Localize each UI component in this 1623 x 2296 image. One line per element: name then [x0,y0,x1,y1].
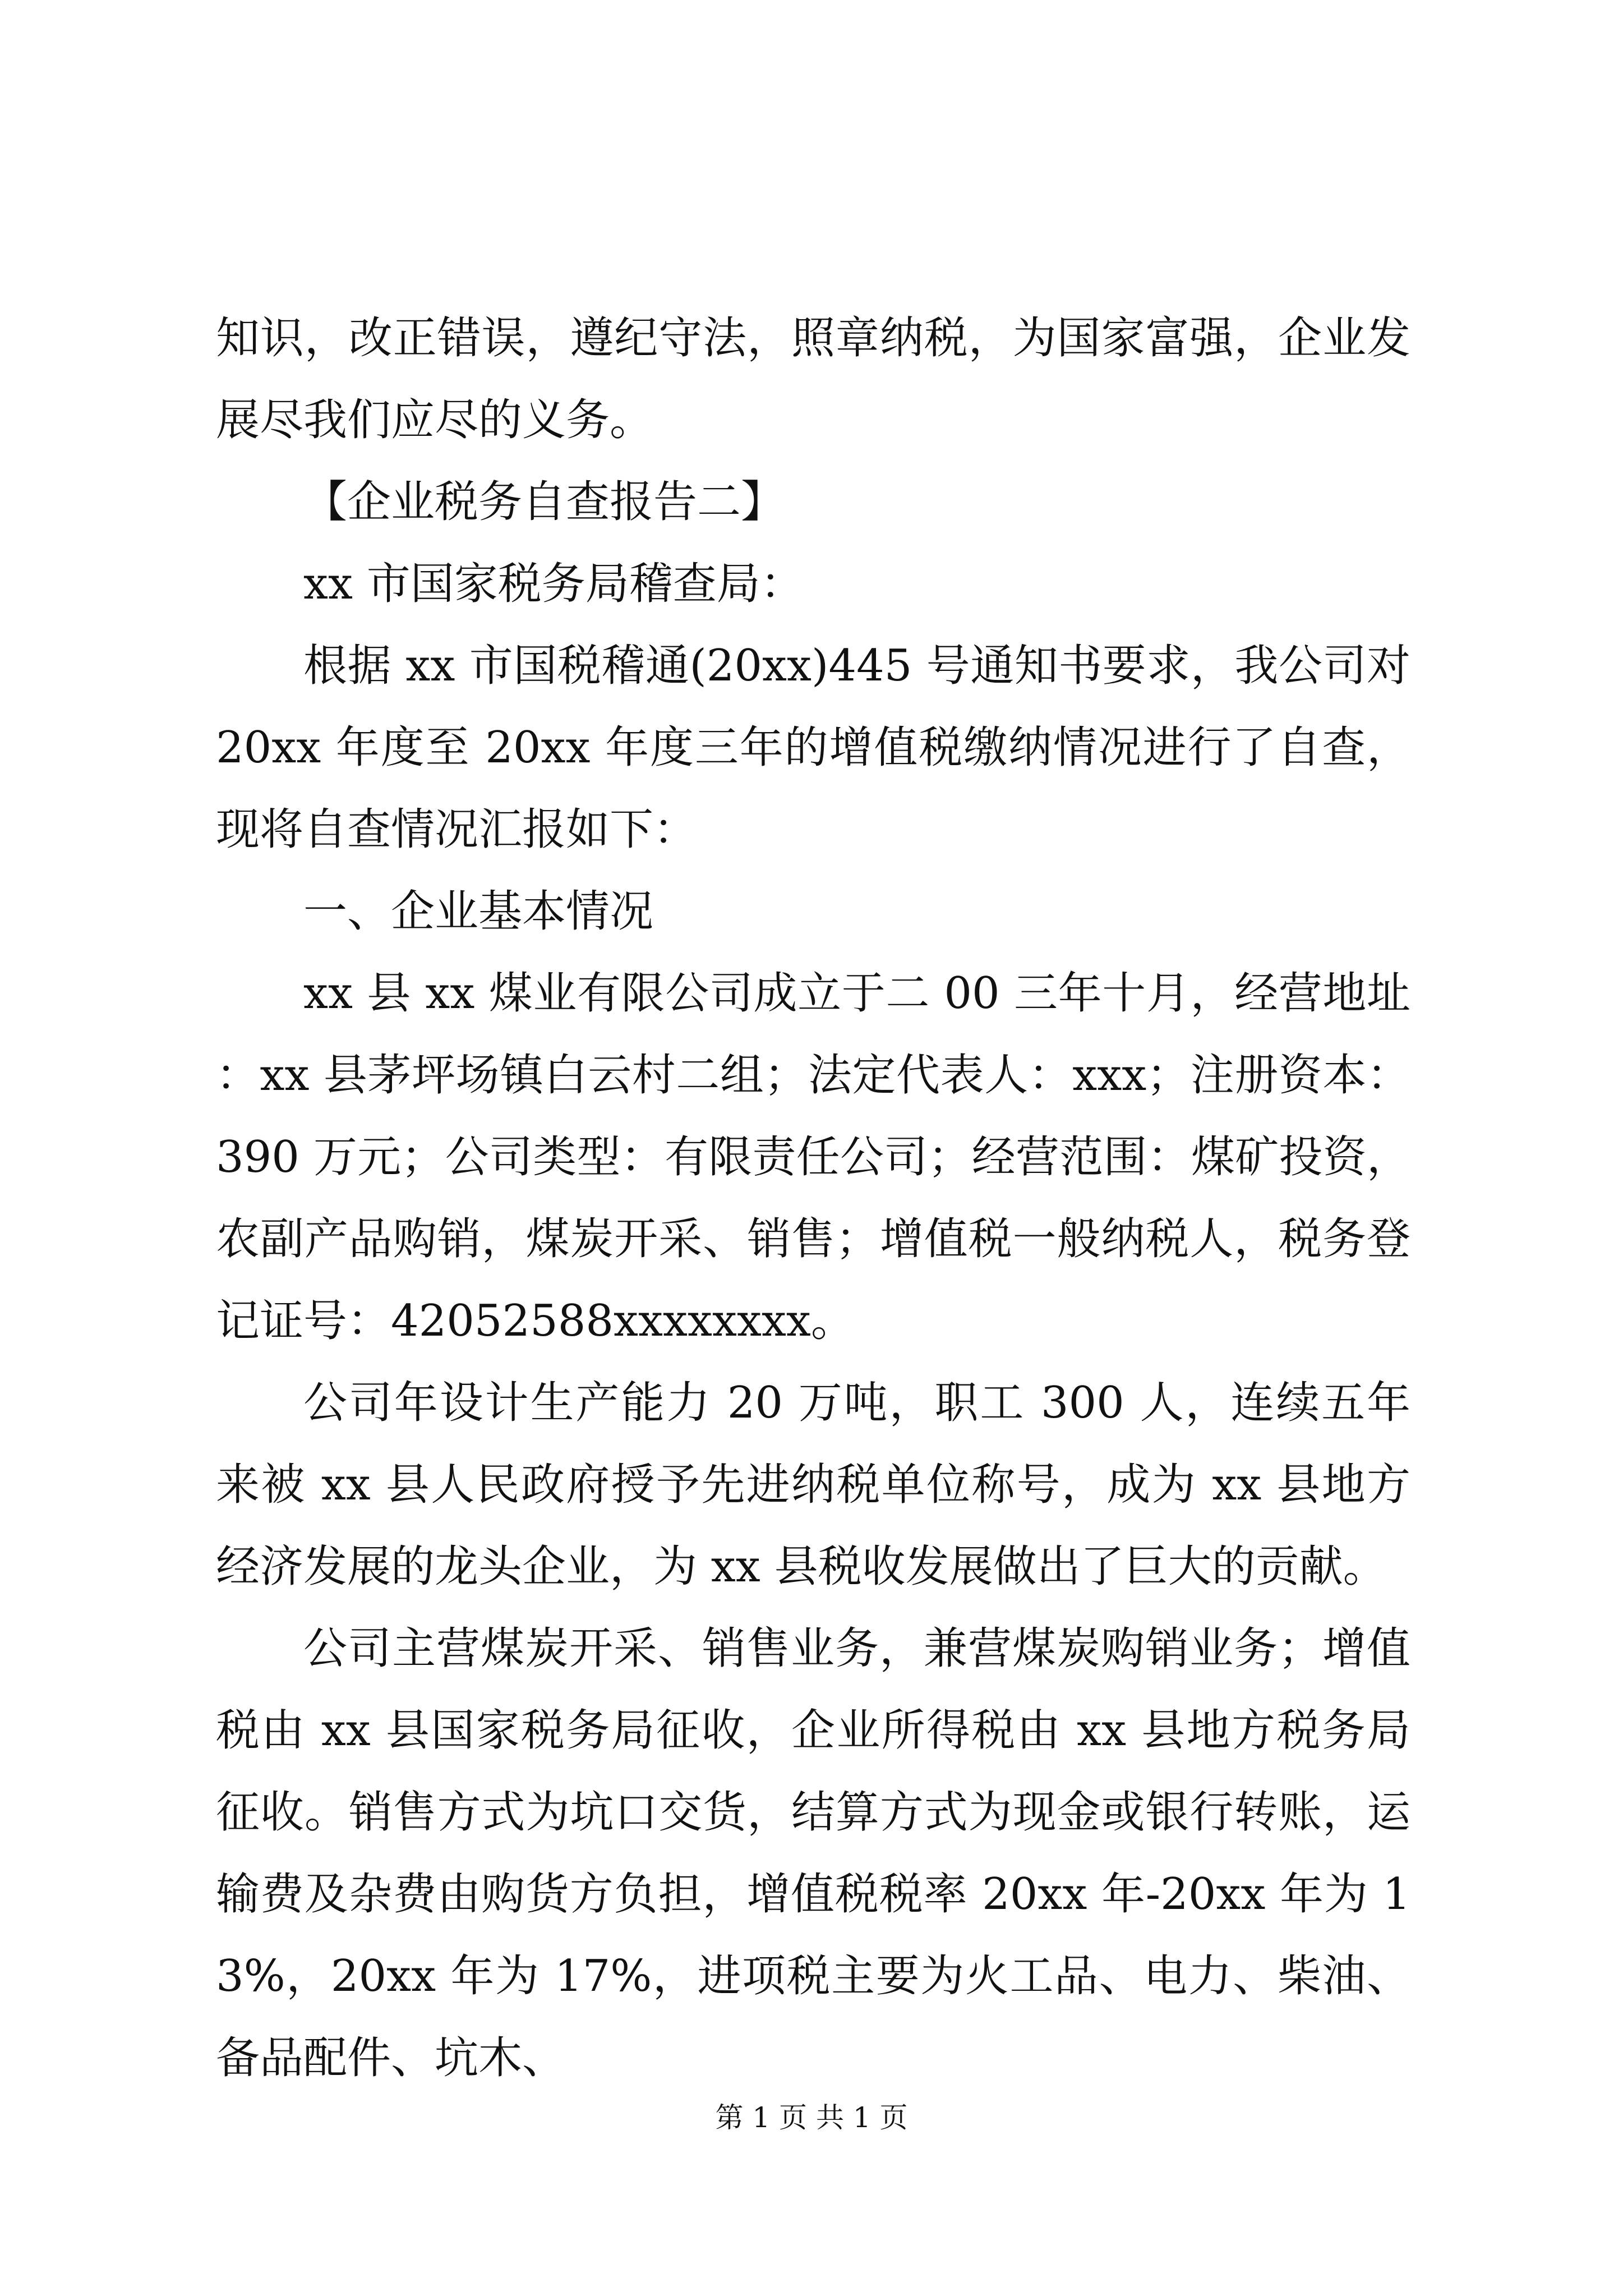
paragraph-continuation: 知识，改正错误，遵纪守法，照章纳税，为国家富强，企业发展尽我们应尽的义务。 [216,313,1410,445]
paragraph-business: 公司主营煤炭开采、销售业务，兼营煤炭购销业务；增值税由 xx 县国家税务局征收，企业所得税由 xx 县地方税务局征收。销售方式为坑口交货，结算方式为现金或银行转账，运输费及杂费由购货方负担，增值税税率 20xx 年-20xx 年为 13%，20xx 年为 17%，进项税主要为火工品、电力、柴油、备品配件、坑木、 [216,1623,1410,2083]
paragraph-company-info: xx 县 xx 煤业有限公司成立于二 00 三年十月，经营地址：xx 县茅坪场镇白云村二组；法定代表人：xxx；注册资本：390 万元；公司类型：有限责任公司；经营范围：煤矿投资，农副产品购销，煤炭开采、销售；增值税一般纳税人，税务登记证号：42052588xxxxxxxx。 [216,968,1410,1346]
paragraph-capacity: 公司年设计生产能力 20 万吨，职工 300 人，连续五年来被 xx 县人民政府授予先进纳税单位称号，成为 xx 县地方经济发展的龙头企业，为 xx 县税收发展做出了巨大的贡献。 [216,1378,1410,1592]
subheading-basic-info: 一、企业基本情况 [303,886,654,937]
addressee-line: xx 市国家税务局稽查局： [303,559,804,609]
page-footer: 第 1 页 共 1 页 [715,2101,908,2134]
section-heading: 【企业税务自查报告二】 [303,477,785,527]
paragraph-intro: 根据 xx 市国税稽通(20xx)445 号通知书要求，我公司对 20xx 年度至 20xx 年度三年的增值税缴纳情况进行了自查，现将自查情况汇报如下： [216,641,1410,855]
document-body [216,297,1410,2099]
